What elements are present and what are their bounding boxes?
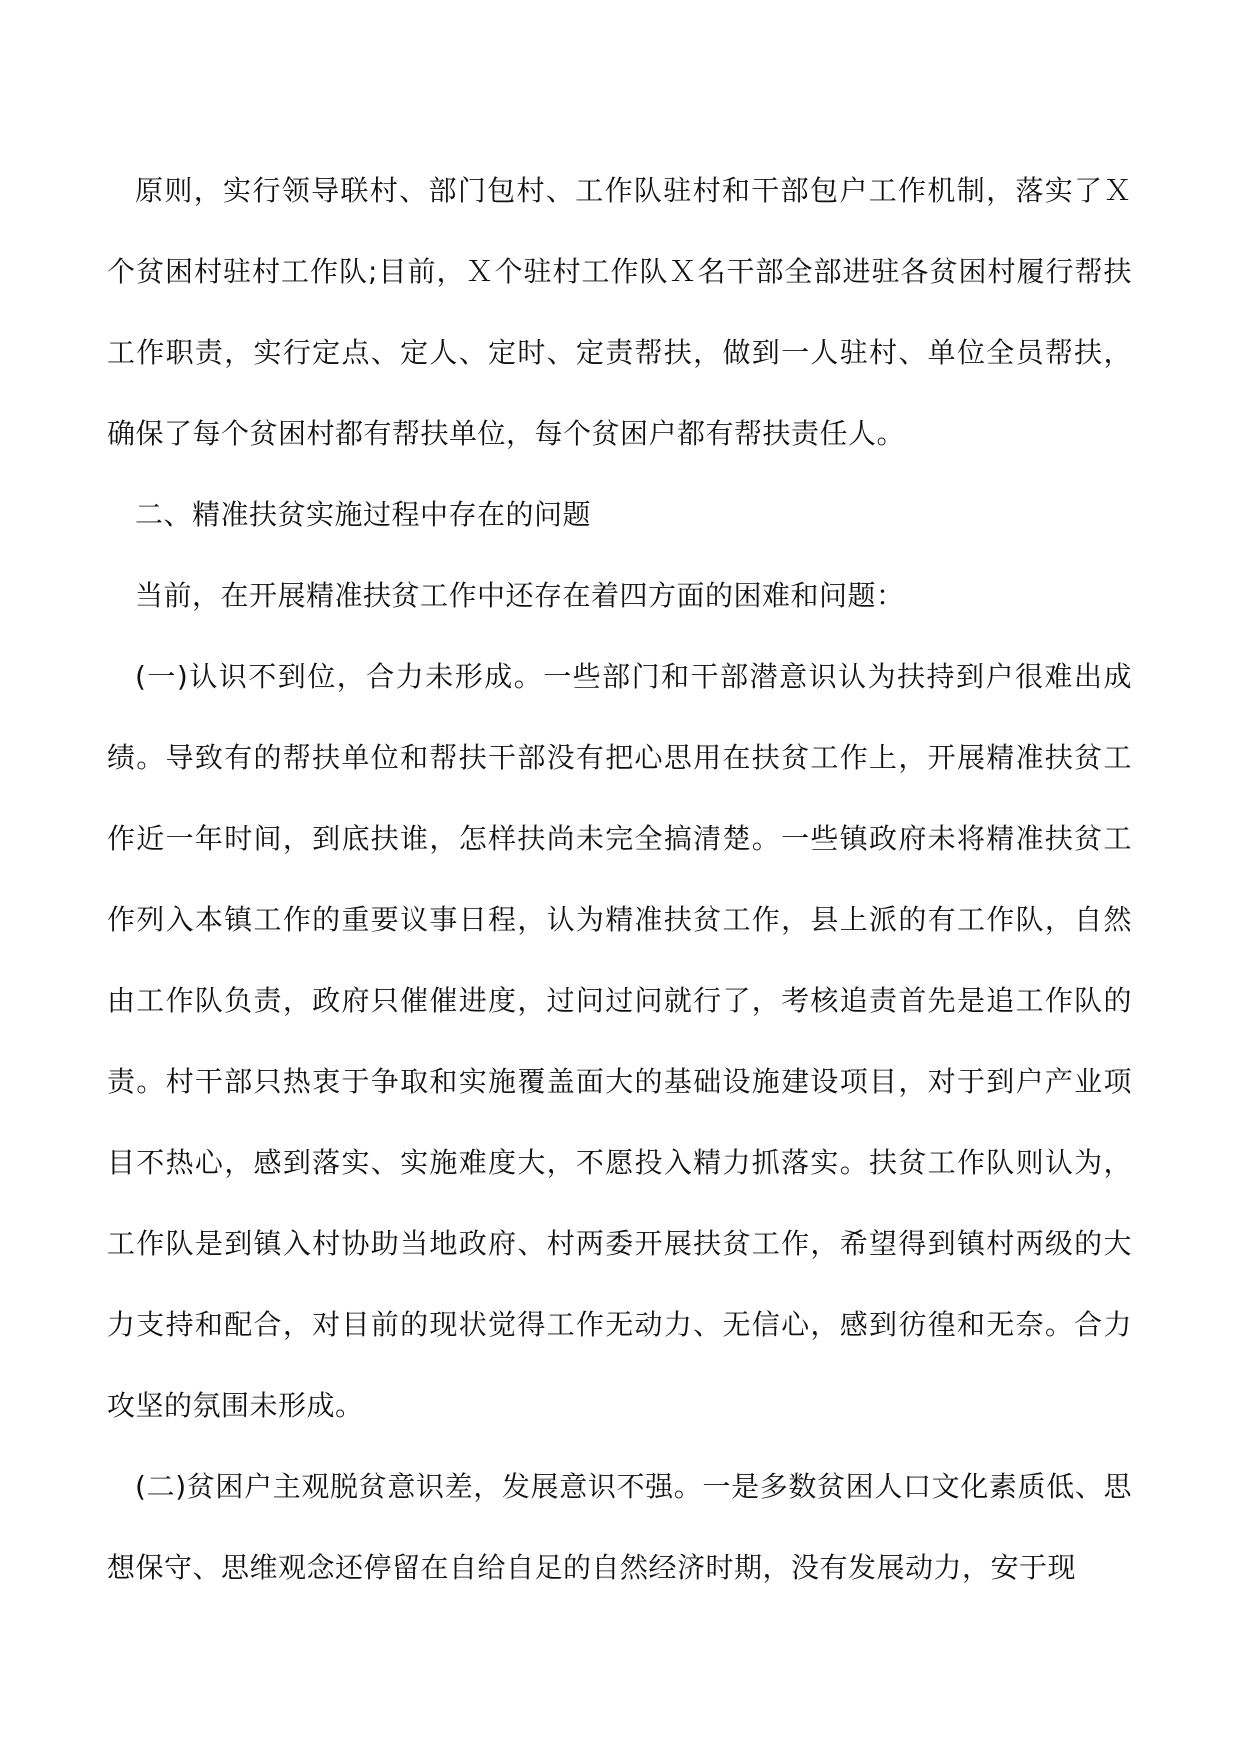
section-heading-problems: 二、精准扶贫实施过程中存在的问题: [135, 498, 592, 531]
paragraph-problem-2: (二)贫困户主观脱贫意识差，发展意识不强。一是多数贫困人口文化素质低、思想保守、思维观念还停留在自给自足的自然经济时期，没有发展动力，安于现: [107, 1470, 1132, 1584]
document-page: [107, 150, 1132, 1608]
paragraph-problem-1: (一)认识不到位，合力未形成。一些部门和干部潜意识认为扶持到户很难出成绩。导致有的帮扶单位和帮扶干部没有把心思用在扶贫工作上，开展精准扶贫工作近一年时间，到底扶谁，怎样扶尚未完全搞清楚。一些镇政府未将精准扶贫工作列入本镇工作的重要议事日程，认为精准扶贫工作，县上派的有工作队，自然由工作队负责，政府只催催进度，过问过问就行了，考核追责首先是追工作队的责。村干部只热衷于争取和实施覆盖面大的基础设施建设项目，对于到户产业项目不热心，感到落实、实施难度大，不愿投入精力抓落实。扶贫工作队则认为，工作队是到镇入村协助当地政府、村两委开展扶贫工作，希望得到镇村两级的大力支持和配合，对目前的现状觉得工作无动力、无信心，感到彷徨和无奈。合力攻坚的氛围未形成。: [107, 660, 1132, 1422]
paragraph-work-mechanism: 原则，实行领导联村、部门包村、工作队驻村和干部包户工作机制，落实了Ｘ个贫困村驻村工作队;目前，Ｘ个驻村工作队Ｘ名干部全部进驻各贫困村履行帮扶工作职责，实行定点、定人、定时、定责帮扶，做到一人驻村、单位全员帮扶，确保了每个贫困村都有帮扶单位，每个贫困户都有帮扶责任人。: [107, 174, 1132, 450]
paragraph-intro-problems: 当前，在开展精准扶贫工作中还存在着四方面的困难和问题：: [135, 579, 905, 612]
